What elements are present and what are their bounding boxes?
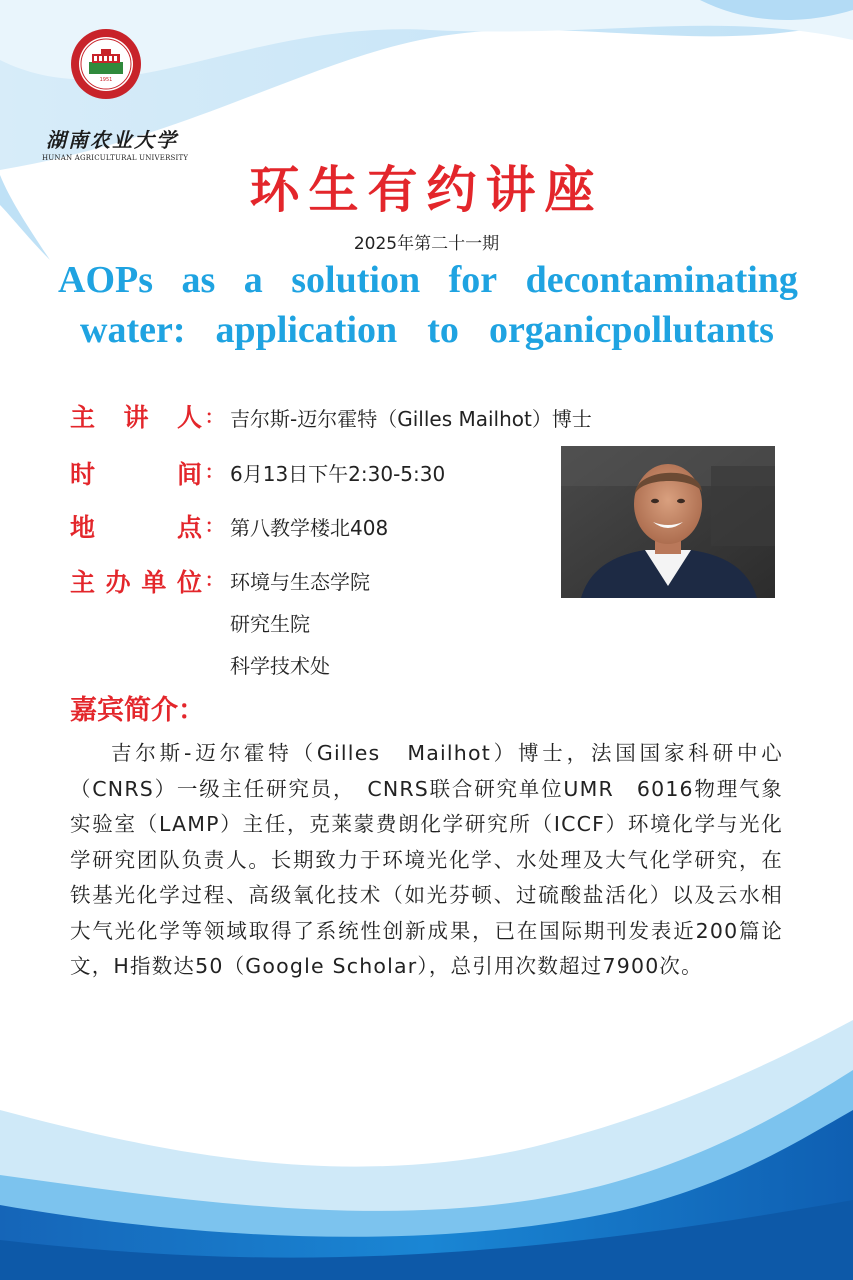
place-label [70,508,202,544]
label-char: 点 [176,513,202,542]
university-name-calligraphy [42,126,182,152]
host-label [70,563,202,599]
lecture-title-line1 [58,258,798,302]
label-char: 主 [70,568,96,597]
place-value: 第八教学楼北408 [230,516,389,540]
label-colon: ： [205,462,223,483]
label-colon: ： [205,570,223,591]
title-word: to [427,309,459,351]
title-word: for [448,259,498,301]
title-word: a [243,259,263,301]
time-label [70,455,202,491]
university-name-en: HUNAN AGRICULTURAL UNIVERSITY [42,154,189,162]
label-char: 办 [105,568,131,597]
host-value-3: 科学技术处 [230,654,330,678]
bio-text: 吉尔斯-迈尔霍特（Gilles Mailhot）博士，法国国家科研中心（CNRS）一级主任研究员， CNRS联合研究单位UMR 6016物理气象实验室（LAMP）主任，克莱蒙费朗化学研究所（ICCF）环境化学与光化学研究团队负责人。长期致力于环境光化学、水处理及大气化学研究，在铁基光化学过程、高级氧化技术（如光芬顿、过硫酸盐活化）以及云水相大气光化学等领域取得了系统性创新成果，已在国际期刊发表近200篇论文，H指数达50（Google Scholar），总引用次数超过7900次。 [70,741,783,978]
lecture-series-title: 环生有约讲座 [249,160,604,219]
title-word: application [215,309,398,351]
label-char: 间 [176,460,202,489]
title-word: AOPs [58,259,153,301]
speaker-value: 吉尔斯-迈尔霍特（Gilles Mailhot）博士 [230,407,592,431]
title-word: as [181,259,216,301]
university-name-cn: 湖南农业大学 [46,128,178,152]
title-word: water: [80,309,186,351]
label-char: 地 [70,513,96,542]
label-char: 时 [70,460,96,489]
time-value: 6月13日下午2:30-5:30 [230,462,446,486]
label-char: 人 [176,403,202,432]
label-char: 位 [176,568,202,597]
label-colon: ： [205,407,223,428]
speaker-label [70,398,202,434]
label-char: 单 [141,568,167,597]
label-char: 讲 [123,403,149,432]
issue-number: 2025年第二十一期 [353,234,500,254]
host-value-2: 研究生院 [230,612,310,636]
title-word: decontaminating [525,259,798,301]
seal-year: 1951 [99,77,113,83]
title-word: solution [291,259,421,301]
bio-heading: 嘉宾简介： [70,695,205,726]
speaker-portrait [561,446,775,598]
label-char: 主 [70,403,96,432]
university-seal-icon [70,28,142,100]
title-word: organicpollutants [488,309,774,351]
label-colon: ： [205,516,223,537]
lecture-title-line2 [80,308,774,352]
host-value-1: 环境与生态学院 [230,570,370,594]
